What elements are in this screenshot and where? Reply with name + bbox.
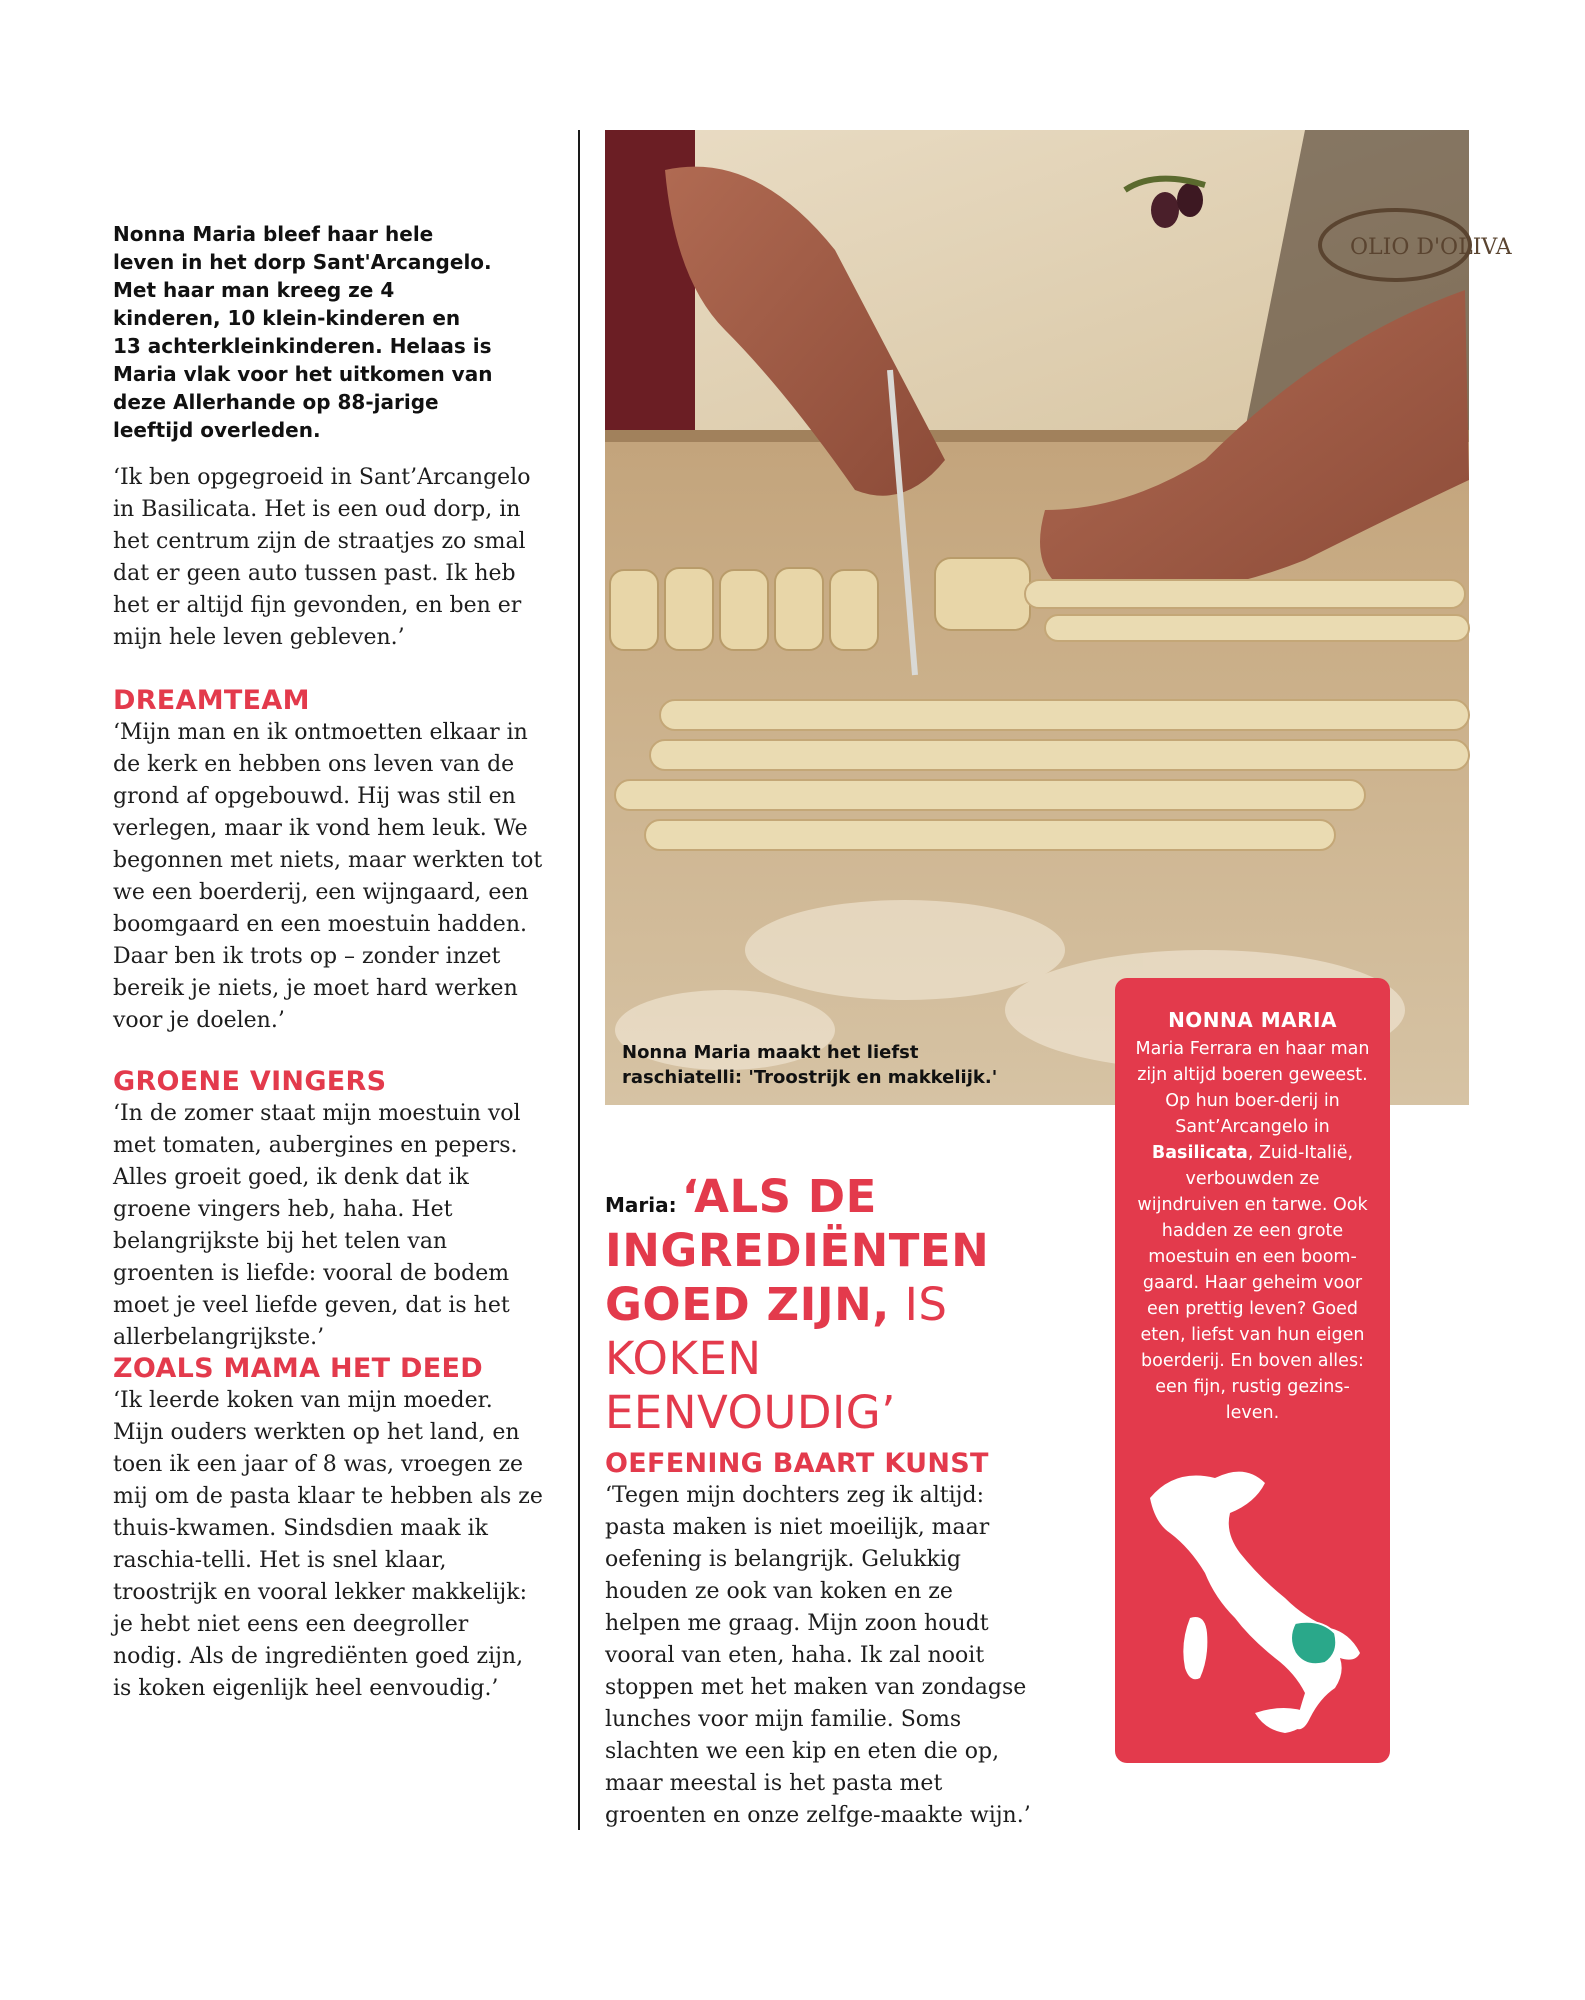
- section-groene-vingers: [113, 1066, 543, 1354]
- nonna-maria-card: [1115, 978, 1390, 1763]
- sardinia-island: [1183, 1617, 1207, 1679]
- quote-line-1: ‘ALS DE: [681, 1170, 877, 1223]
- card-title: NONNA MARIA: [1168, 1008, 1337, 1032]
- section-text: ‘Mijn man en ik ontmoetten elkaar in de kerk en hebben ons leven van de grond af opgebouwd. Hij was stil en verlegen, maar ik vond hem leuk. We begonnen met niets, maar werkten tot we een boerderij, een wijngaard, een boomgaard en een moestuin hadden. Daar ben ik trots op – zonder inzet bereik je niets, je moet hard werken voor je doelen.’: [113, 720, 543, 1033]
- basilicata-region: [1291, 1622, 1336, 1665]
- section-text: ‘Tegen mijn dochters zeg ik altijd: pasta maken is niet moeilijk, maar oefening is belangrijk. Gelukkig houden ze ook van koken en ze helpen me graag. Mijn zoon houdt vooral van eten, haha. Ik zal nooit stoppen met het maken van zondagse lunches voor mijn familie. Soms slachten we een kip en eten die op, maar meestal is het pasta met groenten en onze zelfge-maakte wijn.’: [605, 1483, 1031, 1828]
- card-text-before: Maria Ferrara en haar man zijn altijd boeren geweest. Op hun boer-derij in Sant’Arcangelo in: [1135, 1039, 1370, 1137]
- section-dreamteam: [113, 685, 543, 1037]
- photo-illustration: [605, 130, 1512, 1105]
- section-heading: ZOALS MAMA HET DEED: [113, 1353, 483, 1384]
- quote-line-2: INGREDIËNTEN: [605, 1224, 990, 1277]
- card-text-bold: Basilicata: [1151, 1143, 1248, 1163]
- pull-quote: [605, 1170, 1025, 1440]
- intro-text: Nonna Maria bleef haar hele leven in het dorp Sant'Arcangelo. Met haar man kreeg ze 4 kinderen, 10 klein-kinderen en 13 achterkleinkinderen. Helaas is Maria vlak voor het uitkomen van deze Allerhande op 88-jarige leeftijd overleden.: [113, 222, 493, 442]
- section-oefening: [605, 1448, 1035, 1832]
- section-heading: GROENE VINGERS: [113, 1066, 387, 1097]
- section-text: ‘In de zomer staat mijn moestuin vol met tomaten, aubergines en pepers. Alles groeit goed, ik denk dat ik groene vingers heb, haha. Het belangrijkste bij het telen van groenten is liefde: vooral de bodem moet je veel liefde geven, dat is het allerbelangrijkste.’: [113, 1101, 521, 1350]
- quote-line-3-thin: IS KOKEN: [605, 1278, 948, 1385]
- italy-map: [1135, 1458, 1375, 1743]
- section-text: ‘Ik leerde koken van mijn moeder. Mijn ouders werkten op het land, en toen ik een jaar of 8 was, vroegen ze mij om de pasta klaar te hebben als ze thuis-kwamen. Sindsdien maak ik raschia-telli. Het is snel klaar, troostrijk en vooral lekker makkelijk: je hebt niet eens een deegroller nodig. Als de ingrediënten goed zijn, is koken eigenlijk heel eenvoudig.’: [113, 1388, 543, 1701]
- quote-speaker: Maria:: [605, 1193, 677, 1217]
- pasta-making-photo: [605, 130, 1512, 1105]
- quote-line-4: EENVOUDIG’: [605, 1386, 896, 1439]
- card-text-after: , Zuid-Italië, verbouwden ze wijndruiven en tarwe. Ook hadden ze een grote moestuin en een boom-gaard. Haar geheim voor een prettig leven? Goed eten, liefst van hun eigen boerderij. En boven alles: een fijn, rustig gezins-leven.: [1137, 1143, 1368, 1423]
- section-heading: DREAMTEAM: [113, 685, 310, 716]
- section-heading: OEFENING BAART KUNST: [605, 1448, 989, 1479]
- italy-mainland: [1150, 1472, 1360, 1730]
- column-divider: [578, 130, 580, 1830]
- sicily-island: [1255, 1708, 1310, 1733]
- photo-caption: Nonna Maria maakt het liefst raschiatelli: 'Troostrijk en makkelijk.': [622, 1042, 998, 1088]
- apron-text: OLIO D'OLIVA: [1350, 235, 1512, 260]
- section-zoals-mama: [113, 1353, 543, 1705]
- quote-line-3-bold: GOED ZIJN,: [605, 1278, 890, 1331]
- paragraph-intro: ‘Ik ben opgegroeid in Sant’Arcangelo in Basilicata. Het is een oud dorp, in het centrum zijn de straatjes zo smal dat er geen auto tussen past. Ik heb het er altijd fijn gevonden, en ben er mijn hele leven gebleven.’: [113, 465, 531, 650]
- card-text: [1135, 1036, 1370, 1426]
